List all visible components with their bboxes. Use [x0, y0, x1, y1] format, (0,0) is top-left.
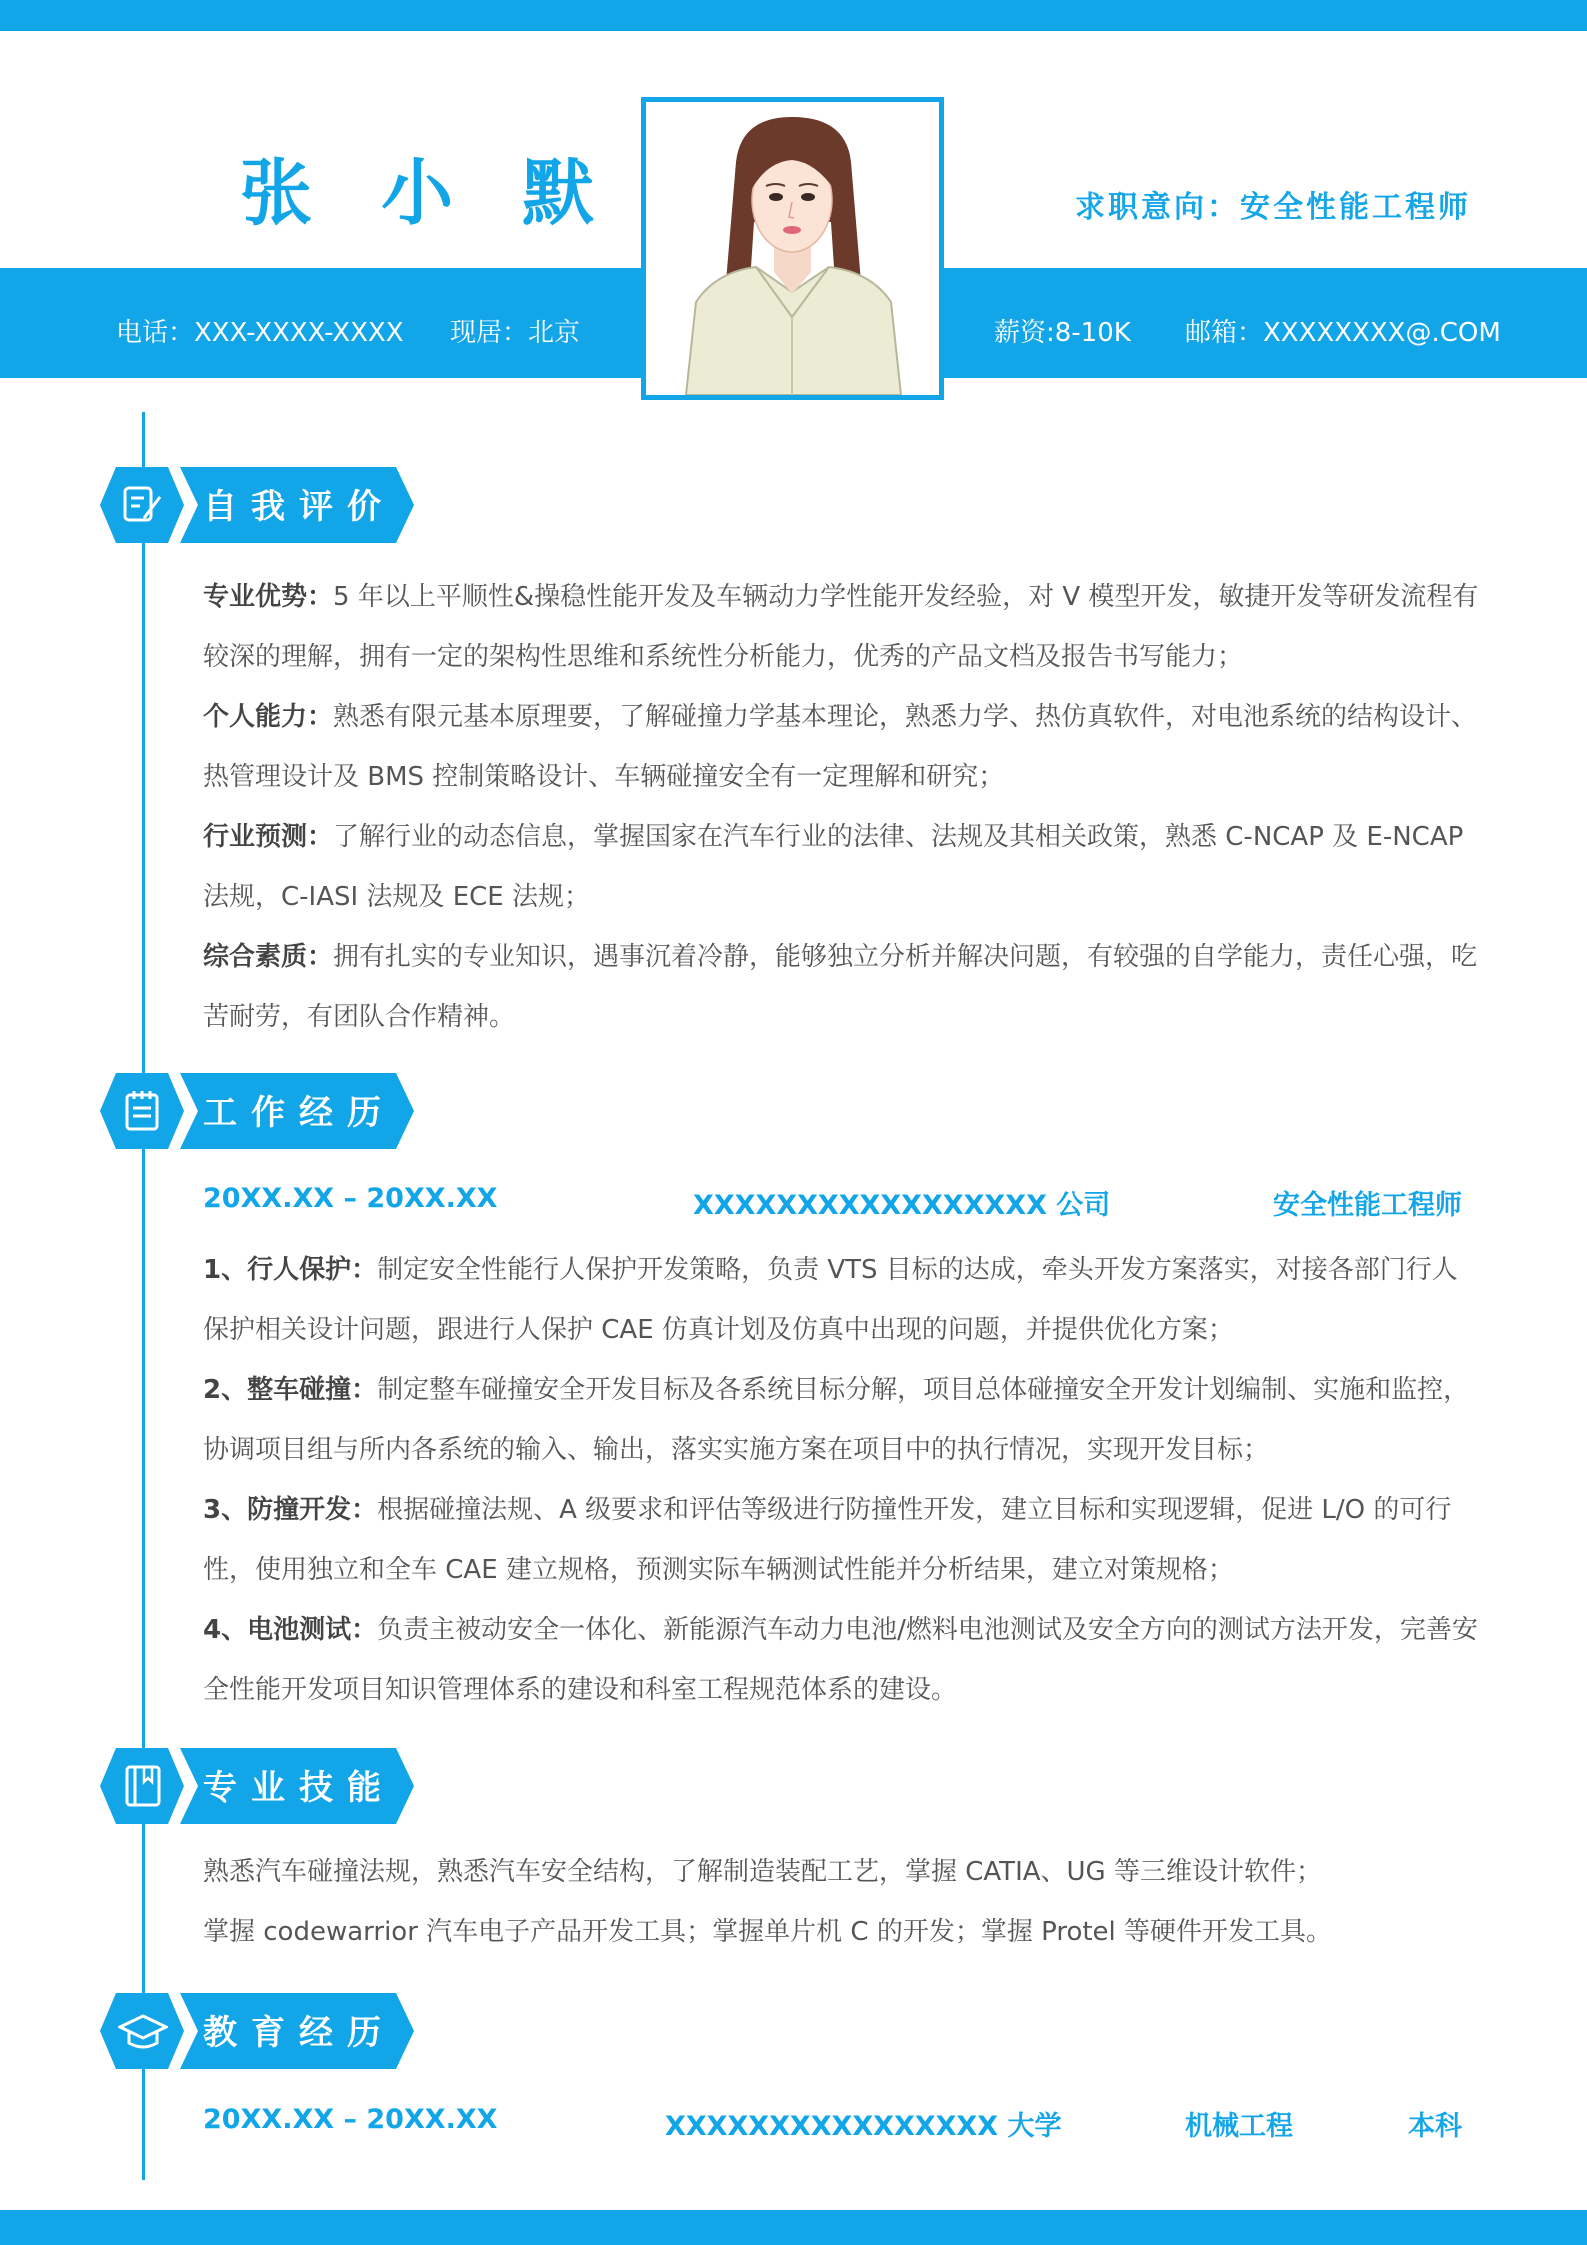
item-text: 熟悉有限元基本原理要，了解碰撞力学基本理论，熟悉力学、热仿真软件，对电池系统的结构设计、热管理设计及 BMS 控制策略设计、车辆碰撞安全有一定理解和研究； [203, 702, 1478, 792]
section-header-work [100, 1073, 420, 1149]
section-title: 教育经历 [203, 2013, 395, 2053]
item-text: 了解行业的动态信息，掌握国家在汽车行业的法律、法规及其相关政策，熟悉 C-NCAP 及 E-NCAP 法规，C-IASI 法规及 ECE 法规； [203, 822, 1464, 912]
item-label: 个人能力： [203, 702, 334, 732]
item-text: 根据碰撞法规、A 级要求和评估等级进行防撞性开发，建立目标和实现逻辑，促进 L/O 的可行性，使用独立和全车 CAE 建立规格，预测实际车辆测试性能并分析结果，建立对策规格； [203, 1495, 1452, 1585]
salary: 薪资:8-10K [994, 318, 1131, 348]
edu-school: XXXXXXXXXXXXXXXX 大学 [665, 2111, 1062, 2142]
self-eval-item [203, 567, 1483, 687]
item-text: 负责主被动安全一体化、新能源汽车动力电池/燃料电池测试及安全方向的测试方法开发，完善安全性能开发项目知识管理体系的建设和科室工程规范体系的建设。 [203, 1615, 1478, 1705]
skills-line: 掌握 codewarrior 汽车电子产品开发工具；掌握单片机 C 的开发；掌握 Protel 等硬件开发工具。 [203, 1917, 1333, 1947]
edu-major: 机械工程 [1185, 2111, 1293, 2142]
section-title: 专业技能 [203, 1768, 395, 1808]
avatar-illustration [646, 102, 939, 395]
item-label: 1、行人保护： [203, 1255, 378, 1285]
item-label: 专业优势： [203, 582, 334, 612]
email: 邮箱：XXXXXXXX@.COM [1185, 318, 1501, 348]
work-item [203, 1600, 1483, 1720]
work-item [203, 1480, 1483, 1600]
section-title: 工作经历 [203, 1093, 395, 1133]
item-label: 4、电池测试： [203, 1615, 378, 1645]
item-label: 综合素质： [203, 942, 334, 972]
work-item [203, 1240, 1483, 1360]
bottom-accent-bar [0, 2210, 1587, 2245]
section-header-education [100, 1993, 420, 2069]
item-label: 2、整车碰撞： [203, 1375, 378, 1405]
graduation-cap-icon [118, 2013, 168, 2051]
item-label: 行业预测： [203, 822, 334, 852]
edit-icon [122, 485, 164, 525]
section-header-skills [100, 1748, 420, 1824]
self-eval-content [203, 567, 1483, 1047]
work-position: 安全性能工程师 [1273, 1190, 1462, 1221]
item-text: 制定整车碰撞安全开发目标及各系统目标分解，项目总体碰撞安全开发计划编制、实施和监控，协调项目组与所内各系统的输入、输出，落实实施方案在项目中的执行情况，实现开发目标； [203, 1375, 1470, 1465]
job-intent: 求职意向：安全性能工程师 [1075, 190, 1471, 225]
edu-period: 20XX.XX – 20XX.XX [203, 2104, 498, 2135]
notepad-icon [124, 1089, 162, 1133]
skills-line: 熟悉汽车碰撞法规，熟悉汽车安全结构，了解制造装配工艺，掌握 CATIA、UG 等三维设计软件； [203, 1857, 1322, 1887]
item-label: 3、防撞开发： [203, 1495, 378, 1525]
self-eval-item [203, 687, 1483, 807]
location: 现居：北京 [450, 318, 581, 348]
section-title: 自我评价 [203, 487, 395, 527]
item-text: 5 年以上平顺性&操稳性能开发及车辆动力学性能开发经验，对 V 模型开发，敏捷开发等研发流程有较深的理解，拥有一定的架构性思维和系统性分析能力，优秀的产品文档及报告书写能力； [203, 582, 1479, 672]
item-text: 拥有扎实的专业知识，遇事沉着冷静，能够独立分析并解决问题，有较强的自学能力，责任心强，吃苦耐劳，有团队合作精神。 [203, 942, 1478, 1032]
item-text: 制定安全性能行人保护开发策略，负责 VTS 目标的达成，牵头开发方案落实，对接各部门行人保护相关设计问题，跟进行人保护 CAE 仿真计划及仿真中出现的问题，并提供优化方案； [203, 1255, 1458, 1345]
timeline-line [142, 412, 145, 2180]
work-period: 20XX.XX – 20XX.XX [203, 1183, 498, 1214]
candidate-name: 张 小 默 [240, 151, 617, 235]
top-accent-bar [0, 0, 1587, 31]
work-content [203, 1240, 1483, 1720]
self-eval-item [203, 807, 1483, 927]
section-header-self-eval [100, 467, 420, 543]
edu-degree: 本科 [1408, 2111, 1462, 2142]
book-icon [124, 1764, 162, 1808]
avatar-photo [641, 97, 944, 400]
work-company: XXXXXXXXXXXXXXXXX 公司 [693, 1190, 1111, 1221]
skills-content [203, 1842, 1483, 1962]
phone: 电话：XXX-XXXX-XXXX [116, 318, 404, 348]
self-eval-item [203, 927, 1483, 1047]
work-item [203, 1360, 1483, 1480]
